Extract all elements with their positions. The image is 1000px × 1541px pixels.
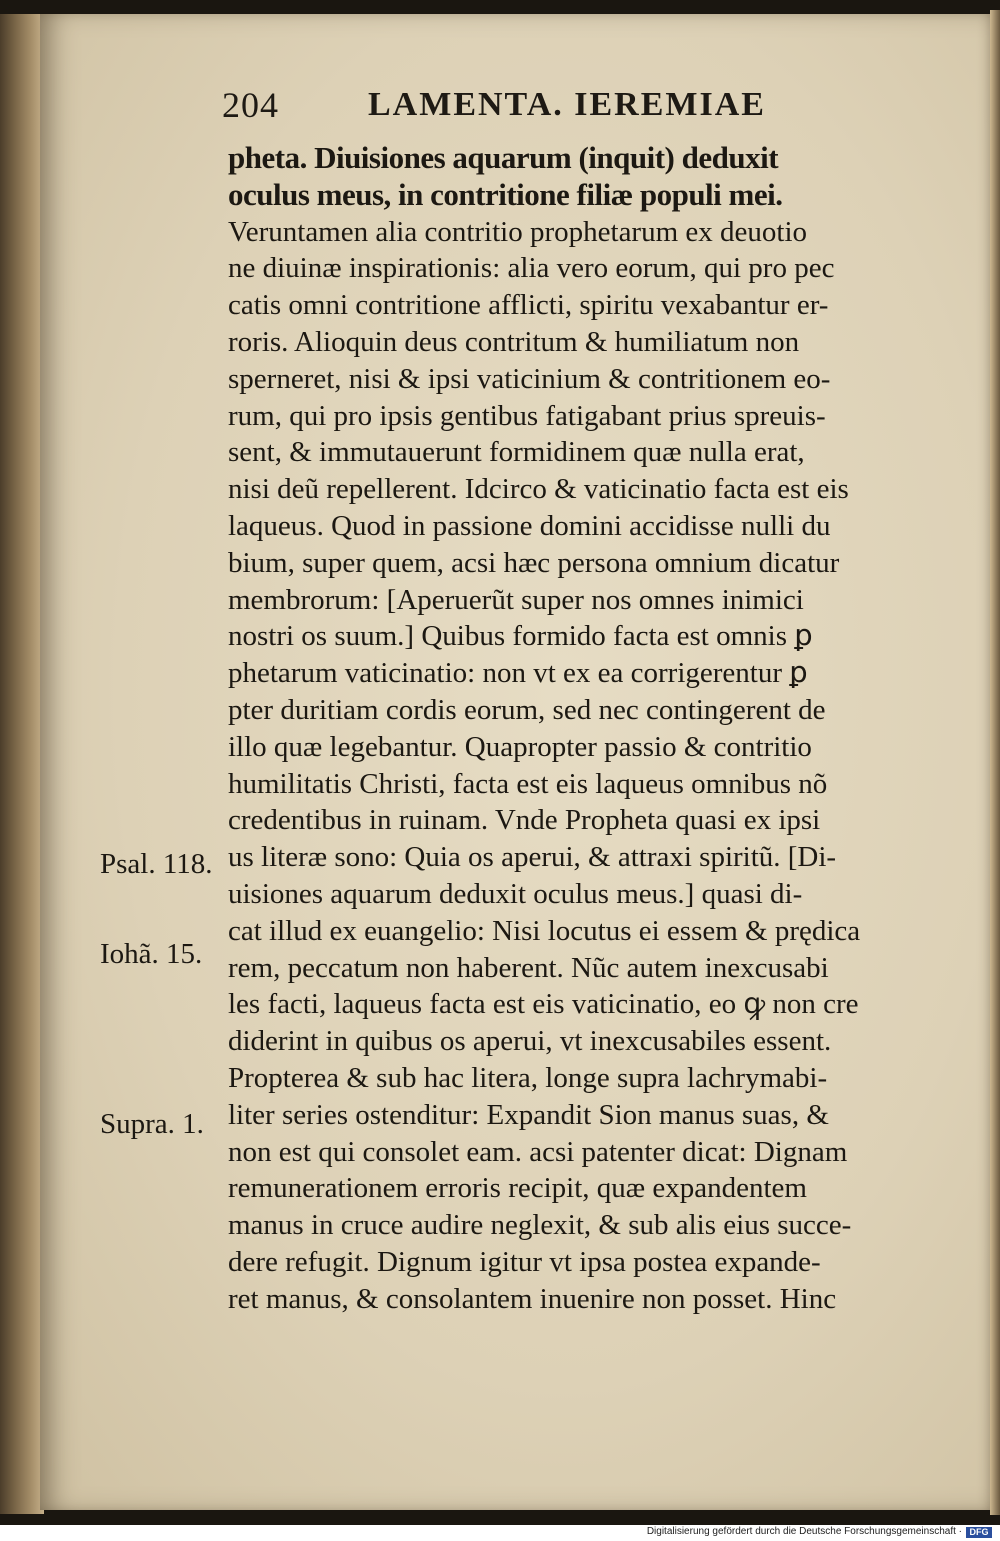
text-line: us literæ sono: Quia os aperui, & attraxi spiritũ. [Di- [228, 841, 837, 874]
margin-note-supra: Supra. 1. [100, 1108, 204, 1140]
text-line: nostri os suum.] Quibus formido facta est omnis ꝑ [228, 620, 813, 653]
text-line: ret manus, & consolantem inuenire non posset. Hinc [228, 1282, 837, 1315]
text-line: ne diuinæ inspirationis: alia vero eorum, qui pro pec [228, 252, 835, 285]
text-line: uisiones aquarum deduxit oculus meus.] quasi di- [228, 877, 803, 910]
text-line: illo quæ legebantur. Quapropter passio & contritio [228, 730, 812, 763]
text-line: cat illud ex euangelio: Nisi locutus ei essem & prędica [228, 914, 861, 947]
text-line: Veruntamen alia contritio prophetarum ex deuotio [228, 215, 808, 248]
text-line: rum, qui pro ipsis gentibus fatigabant prius spreuis- [228, 399, 826, 432]
page-number: 204 [222, 85, 279, 125]
book-spine-edge [0, 14, 44, 1514]
text-line: dere refugit. Dignum igitur vt ipsa postea expande- [228, 1245, 821, 1278]
funding-credit: Digitalisierung gefördert durch die Deutsche Forschungsgemeinschaft · [646, 1526, 962, 1537]
text-line: remunerationem erroris recipit, quæ expandentem [228, 1172, 807, 1205]
text-line: humilitatis Christi, facta est eis laqueus omnibus nõ [228, 767, 828, 800]
text-line: roris. Alioquin deus contritum & humiliatum non [228, 325, 800, 358]
text-line: rem, peccatum non haberent. Nũc autem inexcusabi [228, 951, 829, 984]
text-line: catis omni contritione afflicti, spiritu vexabantur er- [228, 289, 829, 322]
text-line: les facti, laqueus facta est eis vaticinatio, eo ꝙ non cre [228, 988, 859, 1021]
text-line: diderint in quibus os aperui, vt inexcusabiles essent. [228, 1025, 832, 1058]
text-line: nisi deũ repellerent. Idcirco & vaticinatio facta est eis [228, 473, 849, 506]
text-line: manus in cruce audire neglexit, & sub alis eius succe- [228, 1209, 852, 1242]
text-line: sent, & immutauerunt formidinem quæ nulla erat, [228, 436, 805, 469]
margin-note-john: Iohã. 15. [100, 938, 203, 970]
page-right-edge [990, 10, 1000, 1515]
text-line: phetarum vaticinatio: non vt ex ea corrigerentur ꝑ [228, 657, 808, 690]
text-line: pter duritiam cordis eorum, sed nec contingerent de [228, 693, 826, 726]
text-line: sperneret, nisi & ipsi vaticinium & contritionem eo- [228, 362, 831, 395]
text-line: liter series ostenditur: Expandit Sion manus suas, & [228, 1098, 829, 1131]
text-line: pheta. Diuisiones aquarum (inquit) deduxit [228, 140, 779, 175]
running-title: LAMENTA. IEREMIAE [368, 86, 766, 123]
text-line: credentibus in ruinam. Vnde Propheta quasi ex ipsi [228, 804, 821, 837]
page-header [222, 84, 862, 132]
text-line: bium, super quem, acsi hæc persona omnium dicatur [228, 546, 840, 579]
text-line: oculus meus, in contritione filiæ populi mei. [228, 176, 783, 212]
text-line: laqueus. Quod in passione domini accidisse nulli du [228, 509, 831, 542]
dfg-logo-icon: DFG [966, 1527, 992, 1538]
text-line: membrorum: [Aperuerũt super nos omnes inimici [228, 583, 804, 616]
body-text [228, 140, 950, 1318]
text-line: Propterea & sub hac litera, longe supra lachrymabi- [228, 1061, 828, 1094]
margin-note-psalm: Psal. 118. [100, 848, 213, 880]
text-line: non est qui consolet eam. acsi patenter dicat: Dignam [228, 1135, 848, 1168]
